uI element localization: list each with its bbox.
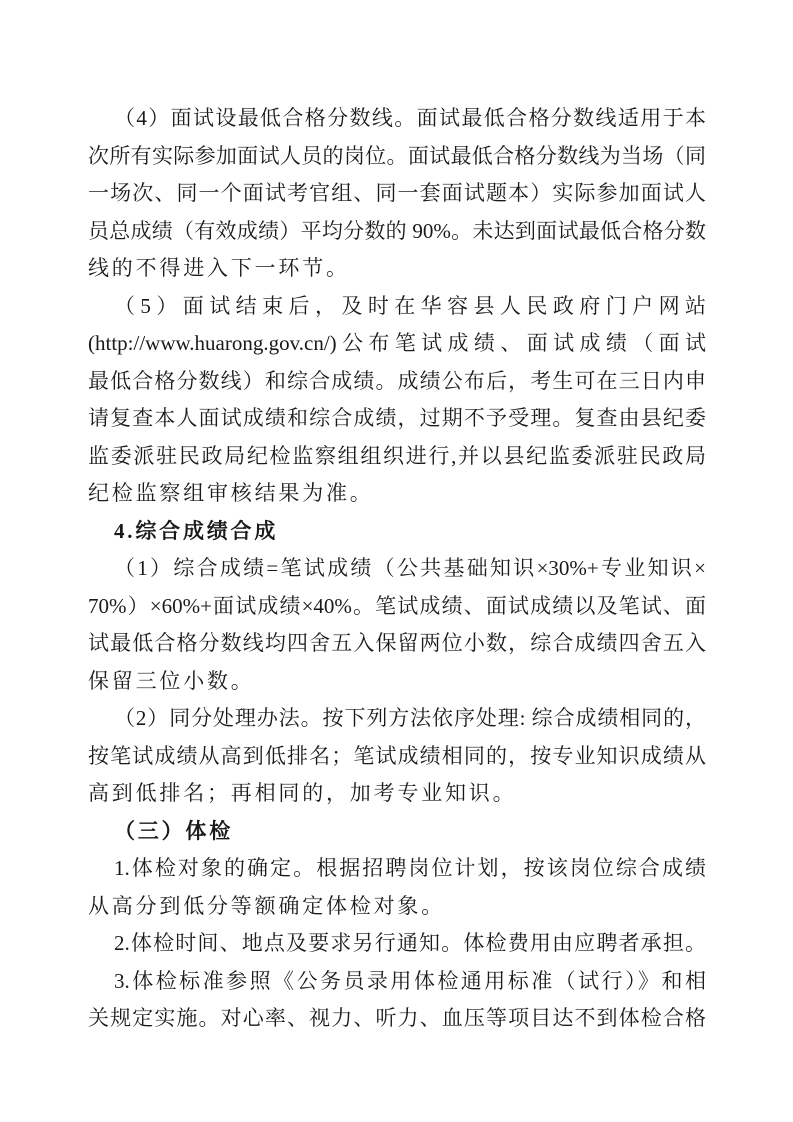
text-line: 最低合格分数线）和综合成绩。成绩公布后，考生可在三日内申 <box>88 368 706 393</box>
section-heading-physical-exam <box>88 813 706 851</box>
heading-composite-score: 4.综合成绩合成 <box>114 518 279 543</box>
text-line: 从高分到低分等额确定体检对象。 <box>88 893 445 918</box>
document-text-block <box>88 100 706 1038</box>
paragraph-interview-minimum-passline <box>88 100 706 288</box>
heading-physical-exam: （三）体检 <box>114 818 233 843</box>
paragraph-physical-exam-targets <box>88 850 706 925</box>
paragraph-score-publication-review <box>88 288 706 513</box>
paragraph-tie-score-handling <box>88 700 706 813</box>
text-line: 请复查本人面试成绩和综合成绩，过期不予受理。复查由县纪委 <box>88 406 706 430</box>
text-line: 按笔试成绩从高到低排名；笔试成绩相同的，按专业知识成绩从 <box>88 743 706 768</box>
paragraph-physical-exam-standards <box>88 963 706 1038</box>
text-line: 1.体检对象的确定。根据招聘岗位计划，按该岗位综合成绩 <box>114 856 706 880</box>
text-line: 3.体检标准参照《公务员录用体检通用标准（试行）》和相 <box>114 968 706 993</box>
text-line: 员总成绩（有效成绩）平均分数的 90%。未达到面试最低合格分数 <box>88 218 706 243</box>
text-line: 高到低排名；再相同的，加考专业知识。 <box>88 781 517 805</box>
text-line: 试最低合格分数线均四舍五入保留两位小数，综合成绩四舍五入 <box>88 631 706 655</box>
text-line: 监委派驻民政局纪检监察组组织进行,并以县纪监委派驻民政局 <box>88 443 706 468</box>
website-url-line: (http://www.huarong.gov.cn/)公布笔试成绩、面试成绩（面试 <box>88 331 706 355</box>
text-line: 一场次、同一个面试考官组、同一套面试题本）实际参加面试人 <box>88 181 706 205</box>
text-line: （2）同分处理办法。按下列方法依序处理: 综合成绩相同的， <box>114 706 706 730</box>
text-line: 纪检监察组审核结果为准。 <box>88 481 374 505</box>
formula-line: 70%）×60%+面试成绩×40%。笔试成绩、面试成绩以及笔试、面 <box>88 593 706 618</box>
paragraph-physical-exam-notice <box>88 925 706 963</box>
text-line: （5）面试结束后，及时在华容县人民政府门户网站 <box>114 293 706 318</box>
paragraph-composite-score-formula <box>88 550 706 700</box>
text-line: 保留三位小数。 <box>88 668 255 693</box>
text-line: （4）面试设最低合格分数线。面试最低合格分数线适用于本 <box>114 106 706 130</box>
text-line: 次所有实际参加面试人员的岗位。面试最低合格分数线为当场（同 <box>88 143 706 168</box>
text-line: 2.体检时间、地点及要求另行通知。体检费用由应聘者承担。 <box>114 931 706 955</box>
formula-line: （1）综合成绩=笔试成绩（公共基础知识×30%+专业知识× <box>114 556 706 580</box>
text-line: 关规定实施。对心率、视力、听力、血压等项目达不到体检合格 <box>88 1006 706 1030</box>
section-heading-composite-score <box>88 513 706 551</box>
text-line: 线的不得进入下一环节。 <box>88 256 350 280</box>
